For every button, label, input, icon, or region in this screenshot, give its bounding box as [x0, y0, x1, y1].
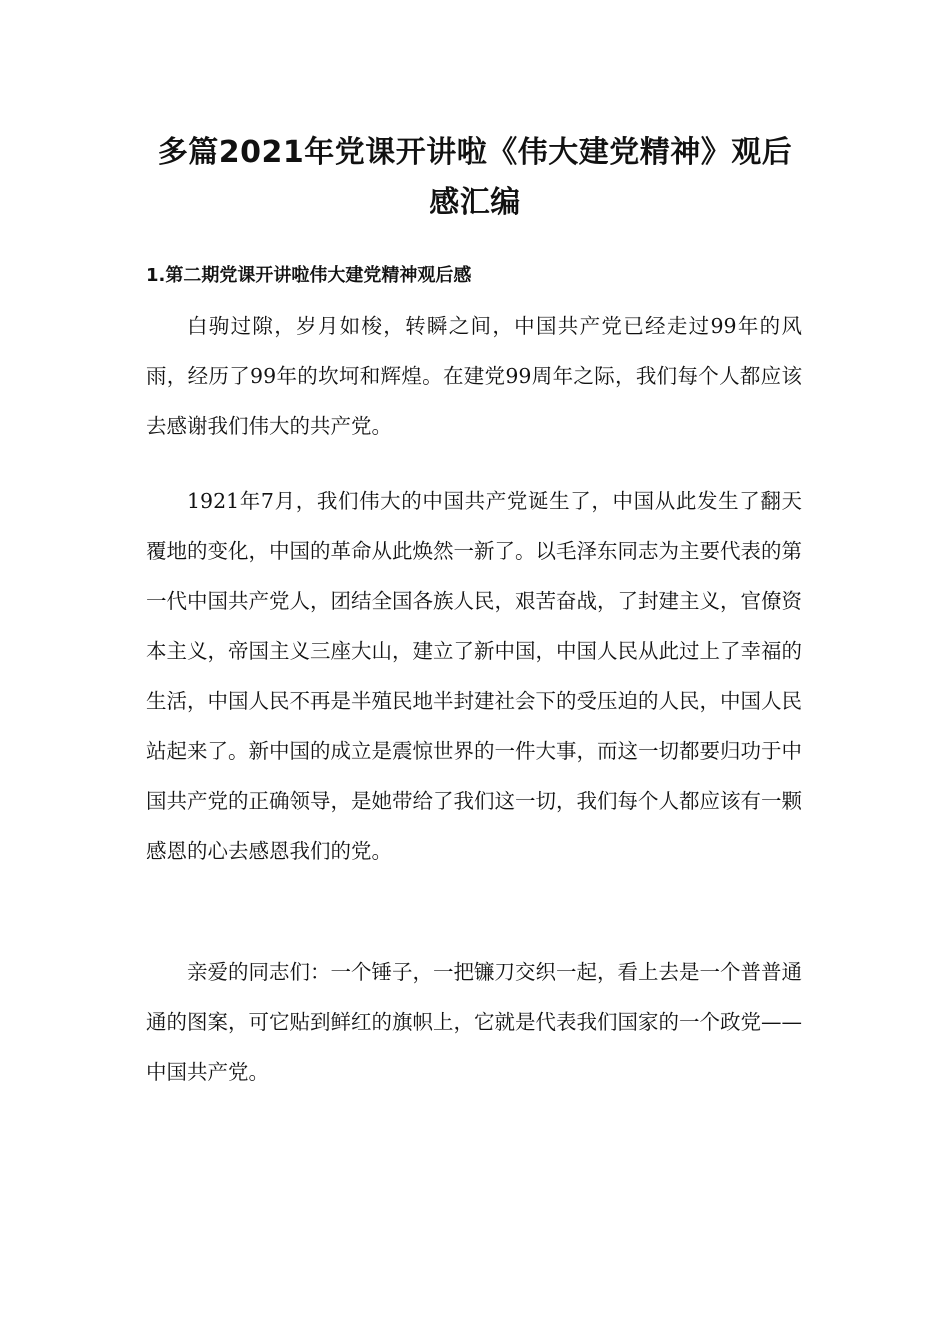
paragraph: 白驹过隙，岁月如梭，转瞬之间，中国共产党已经走过99年的风雨，经历了99年的坎坷和辉煌。在建党99周年之际，我们每个人都应该去感谢我们伟大的共产党。 [146, 314, 802, 438]
document-title: 多篇2021年党课开讲啦《伟大建党精神》观后感汇编 [157, 135, 793, 220]
section-heading: 1.第二期党课开讲啦伟大建党精神观后感 [146, 265, 472, 286]
paragraph: 亲爱的同志们：一个锤子，一把镰刀交织一起，看上去是一个普普通通的图案，可它贴到鲜红的旗帜上，它就是代表我们国家的一个政党——中国共产党。 [146, 960, 802, 1084]
paragraph: 1921年7月，我们伟大的中国共产党诞生了，中国从此发生了翻天覆地的变化，中国的革命从此焕然一新了。以毛泽东同志为主要代表的第一代中国共产党人，团结全国各族人民，艰苦奋战，了封建主义，官僚资本主义，帝国主义三座大山，建立了新中国，中国人民从此过上了幸福的生活，中国人民不再是半殖民地半封建社会下的受压迫的人民，中国人民站起来了。新中国的成立是震惊世界的一件大事，而这一切都要归功于中国共产党的正确领导，是她带给了我们这一切，我们每个人都应该有一颗感恩的心去感恩我们的党。 [146, 489, 802, 863]
